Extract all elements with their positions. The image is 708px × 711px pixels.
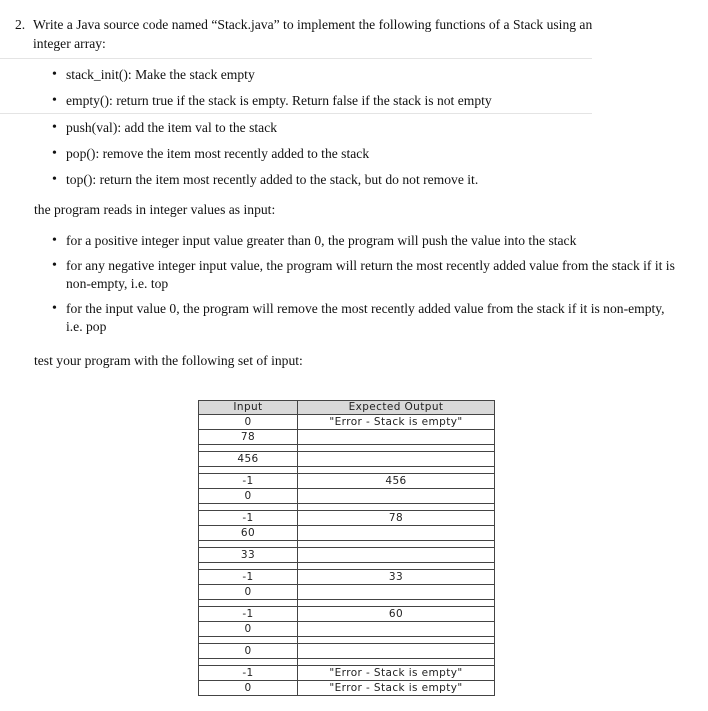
function-item: • stack_init(): Make the stack empty (52, 66, 682, 84)
table-body (199, 415, 495, 696)
table-row (199, 548, 495, 563)
gap-cell (298, 637, 495, 644)
input-cell: 0 (199, 622, 298, 637)
input-cell: 0 (199, 489, 298, 504)
gap-cell (199, 504, 298, 511)
group-gap (199, 445, 495, 452)
group-gap (199, 563, 495, 570)
input-cell: 0 (199, 681, 298, 696)
input-intro: the program reads in integer values as input: (34, 202, 276, 217)
expected-output-cell: 60 (298, 607, 495, 622)
test-intro: test your program with the following set of input: (34, 353, 303, 368)
table-row (199, 415, 495, 430)
group-gap (199, 600, 495, 607)
table-row (199, 430, 495, 445)
expected-output-cell (298, 452, 495, 467)
expected-output-cell (298, 622, 495, 637)
table-row (199, 644, 495, 659)
expected-output-cell: "Error - Stack is empty" (298, 666, 495, 681)
expected-output-cell (298, 548, 495, 563)
input-cell: -1 (199, 666, 298, 681)
header-expected-output: Expected Output (298, 401, 495, 415)
table-row (199, 570, 495, 585)
question-number: 2. (15, 17, 26, 32)
group-gap (199, 541, 495, 548)
table-row (199, 607, 495, 622)
input-cell: -1 (199, 607, 298, 622)
table-header-row (199, 401, 495, 415)
table-row (199, 666, 495, 681)
expected-output-cell: 456 (298, 474, 495, 489)
gap-cell (199, 659, 298, 666)
expected-output-cell (298, 585, 495, 600)
gap-cell (298, 600, 495, 607)
input-cell: 456 (199, 452, 298, 467)
function-item: • empty(): return true if the stack is empty. Return false if the stack is not empty (52, 92, 682, 110)
expected-output-cell: "Error - Stack is empty" (298, 681, 495, 696)
group-gap (199, 637, 495, 644)
expected-output-cell: 78 (298, 511, 495, 526)
question-text (15, 15, 685, 53)
expected-output-cell (298, 644, 495, 659)
gap-cell (199, 445, 298, 452)
question-line-2: integer array: (33, 36, 106, 51)
table-row (199, 681, 495, 696)
gap-cell (298, 541, 495, 548)
input-rules-list (52, 232, 682, 336)
group-gap (199, 659, 495, 666)
input-rule-item: • for a positive integer input value greater than 0, the program will push the value into the stack (52, 232, 682, 250)
expected-output-cell (298, 526, 495, 541)
gap-cell (199, 541, 298, 548)
input-cell: -1 (199, 570, 298, 585)
table-row (199, 489, 495, 504)
input-cell: 0 (199, 644, 298, 659)
expected-output-cell (298, 489, 495, 504)
table-row (199, 585, 495, 600)
expected-output-cell (298, 430, 495, 445)
input-cell: 78 (199, 430, 298, 445)
expected-output-cell: 33 (298, 570, 495, 585)
table-row (199, 511, 495, 526)
input-rule-item: • for any negative integer input value, the program will return the most recently added value from the stack if it is non-empty, i.e. top (52, 257, 682, 293)
function-list (52, 66, 682, 189)
table-row (199, 526, 495, 541)
group-gap (199, 504, 495, 511)
input-cell: 0 (199, 585, 298, 600)
table-row (199, 474, 495, 489)
input-cell: 60 (199, 526, 298, 541)
gap-cell (199, 600, 298, 607)
header-input: Input (199, 401, 298, 415)
gap-cell (298, 445, 495, 452)
gap-cell (199, 467, 298, 474)
gap-cell (199, 563, 298, 570)
input-cell: -1 (199, 474, 298, 489)
test-table (198, 400, 495, 696)
gap-cell (298, 504, 495, 511)
gap-cell (298, 467, 495, 474)
table-row (199, 622, 495, 637)
expected-output-cell: "Error - Stack is empty" (298, 415, 495, 430)
gap-cell (199, 637, 298, 644)
input-cell: 33 (199, 548, 298, 563)
function-item: • top(): return the item most recently added to the stack, but do not remove it. (52, 171, 682, 189)
input-rule-item: • for the input value 0, the program will remove the most recently added value from the stack if it is non-empty, i.e. pop (52, 300, 682, 336)
question-line-1: Write a Java source code named “Stack.java” to implement the following functions of a Stack using an (33, 17, 593, 32)
gap-cell (298, 563, 495, 570)
gap-cell (298, 659, 495, 666)
group-gap (199, 467, 495, 474)
input-cell: -1 (199, 511, 298, 526)
divider (0, 58, 592, 59)
function-item: • pop(): remove the item most recently added to the stack (52, 145, 682, 163)
input-cell: 0 (199, 415, 298, 430)
function-item: • push(val): add the item val to the stack (52, 119, 682, 137)
table-row (199, 452, 495, 467)
